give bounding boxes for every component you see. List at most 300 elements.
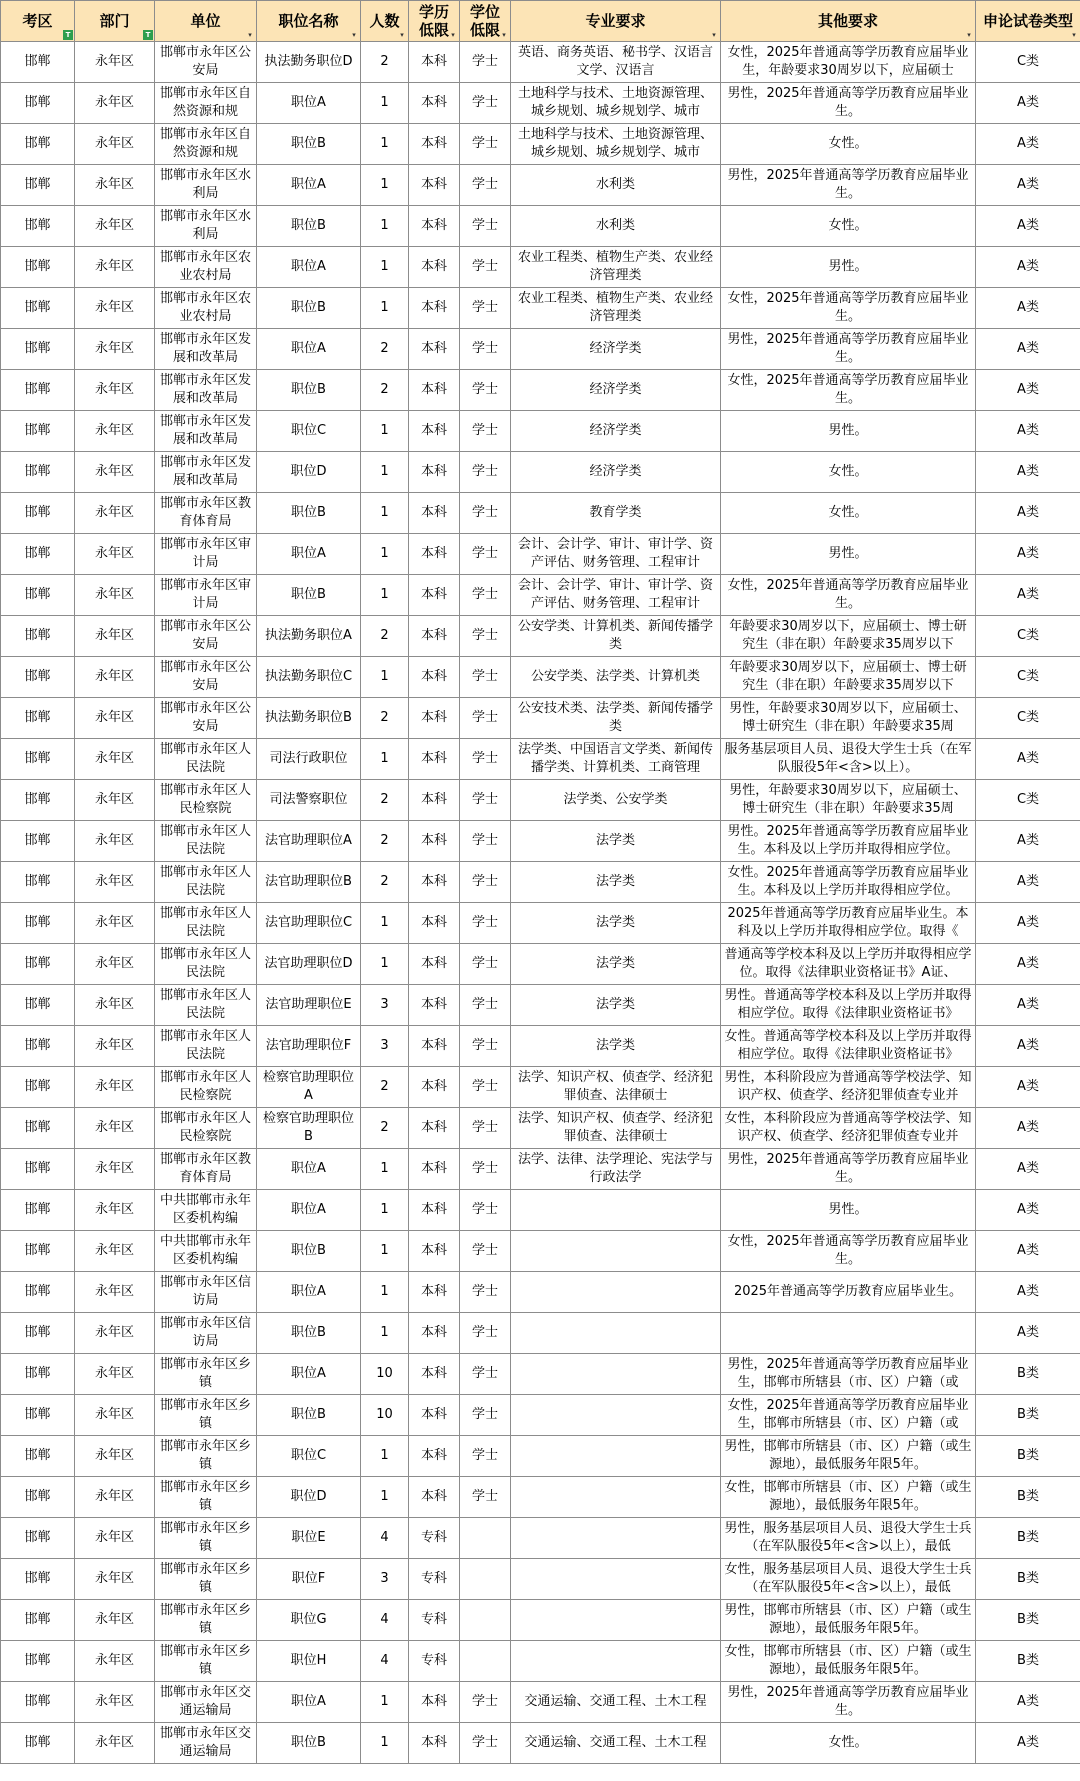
- cell-text: 男性。普通高等学校本科及以上学历并取得相应学位。取得《法律职业资格证书》: [724, 988, 972, 1021]
- cell-text: 学士: [471, 874, 498, 889]
- cell-text: 本科: [420, 956, 447, 971]
- exam-area-cell: [1, 1190, 75, 1231]
- major-cell: [511, 1641, 721, 1682]
- department-cell: [75, 1600, 155, 1641]
- cell-text: 邯郸: [24, 259, 51, 274]
- degree-cell: [460, 370, 511, 411]
- degree-cell: [460, 124, 511, 165]
- exam-area-cell: [1, 124, 75, 165]
- position-cell: [257, 288, 361, 329]
- other-requirements-cell: [721, 1395, 976, 1436]
- unit-cell: [155, 780, 257, 821]
- cell-text: 1: [380, 1202, 389, 1217]
- degree-cell: [460, 1149, 511, 1190]
- cell-text: 邯郸: [24, 1161, 51, 1176]
- cell-text: 1: [380, 300, 389, 315]
- cell-text: B类: [1017, 1653, 1039, 1668]
- cell-text: 法官助理职位D: [264, 956, 353, 971]
- cell-text: 本科: [420, 1079, 447, 1094]
- headcount-cell: [361, 534, 409, 575]
- filter-active-icon[interactable]: T: [143, 30, 153, 40]
- cell-text: 职位A: [291, 1694, 326, 1709]
- education-cell: [409, 1477, 460, 1518]
- exam-paper-type-cell: [976, 42, 1080, 83]
- column-header-label: 学历低限: [418, 3, 449, 39]
- cell-text: 永年区: [94, 587, 134, 602]
- exam-paper-type-cell: [976, 657, 1080, 698]
- headcount-cell: [361, 1395, 409, 1436]
- degree-cell: [460, 1190, 511, 1231]
- filter-dropdown-icon[interactable]: ▾: [502, 31, 506, 39]
- other-requirements-cell: [721, 1354, 976, 1395]
- other-requirements-cell: [721, 124, 976, 165]
- table-row: [1, 1600, 1080, 1641]
- degree-cell: [460, 42, 511, 83]
- degree-cell: [460, 985, 511, 1026]
- cell-text: C类: [1016, 710, 1040, 725]
- filter-dropdown-icon[interactable]: ▾: [400, 31, 404, 39]
- cell-text: 学士: [471, 1366, 498, 1381]
- other-requirements-cell: [721, 411, 976, 452]
- cell-text: 女性，邯郸市所辖县（市、区）户籍（或生源地），最低服务年限5年。: [724, 1480, 972, 1513]
- exam-paper-type-cell: [976, 1067, 1080, 1108]
- exam-paper-type-cell: [976, 616, 1080, 657]
- unit-cell: [155, 903, 257, 944]
- department-cell: [75, 124, 155, 165]
- degree-cell: [460, 1600, 511, 1641]
- major-cell: [511, 1600, 721, 1641]
- cell-text: 法官助理职位F: [265, 1038, 352, 1053]
- education-cell: [409, 1395, 460, 1436]
- column-header: [460, 1, 511, 42]
- cell-text: 土地科学与技术、土地资源管理、城乡规划、城乡规划学、城市: [517, 86, 713, 119]
- headcount-cell: [361, 124, 409, 165]
- cell-text: 女性，2025年普通高等学历教育应届毕业生。: [727, 1234, 969, 1267]
- column-header-label: 人数: [369, 12, 400, 30]
- cell-text: 本科: [420, 669, 447, 684]
- cell-text: 女性。: [828, 218, 868, 233]
- column-header-label: 单位: [190, 12, 221, 30]
- exam-area-cell: [1, 575, 75, 616]
- major-cell: [511, 821, 721, 862]
- cell-text: 学士: [471, 792, 498, 807]
- cell-text: 永年区: [94, 1694, 134, 1709]
- cell-text: 邯郸市永年区农业农村局: [159, 291, 251, 324]
- major-cell: [511, 1395, 721, 1436]
- headcount-cell: [361, 1313, 409, 1354]
- headcount-cell: [361, 1149, 409, 1190]
- cell-text: 邯郸: [24, 1407, 51, 1422]
- degree-cell: [460, 698, 511, 739]
- cell-text: 学士: [471, 915, 498, 930]
- unit-cell: [155, 739, 257, 780]
- headcount-cell: [361, 739, 409, 780]
- cell-text: 法官助理职位B: [265, 874, 352, 889]
- cell-text: 邯郸市永年区公安局: [159, 45, 251, 78]
- department-cell: [75, 411, 155, 452]
- cell-text: 专科: [420, 1571, 447, 1586]
- degree-cell: [460, 206, 511, 247]
- cell-text: 永年区: [94, 1120, 134, 1135]
- unit-cell: [155, 83, 257, 124]
- major-cell: [511, 329, 721, 370]
- cell-text: 邯郸: [24, 997, 51, 1012]
- cell-text: 邯郸: [24, 1038, 51, 1053]
- cell-text: 本科: [420, 136, 447, 151]
- cell-text: 邯郸: [24, 1366, 51, 1381]
- cell-text: 法学类、公安学类: [563, 792, 668, 807]
- exam-area-cell: [1, 165, 75, 206]
- headcount-cell: [361, 329, 409, 370]
- exam-area-cell: [1, 1723, 75, 1764]
- cell-text: 职位B: [291, 218, 326, 233]
- cell-text: 职位F: [291, 1571, 326, 1586]
- table-row: [1, 862, 1080, 903]
- table-body: [1, 42, 1080, 1764]
- table-row: [1, 1682, 1080, 1723]
- major-cell: [511, 1313, 721, 1354]
- department-cell: [75, 1190, 155, 1231]
- filter-dropdown-icon[interactable]: ▾: [1072, 31, 1076, 39]
- cell-text: 2025年普通高等学历教育应届毕业生。本科及以上学历并取得相应学位。取得《: [727, 906, 969, 939]
- exam-paper-type-cell: [976, 1682, 1080, 1723]
- cell-text: 职位D: [290, 464, 327, 479]
- cell-text: 1: [380, 423, 389, 438]
- filter-dropdown-icon[interactable]: ▾: [712, 31, 716, 39]
- cell-text: 男性，2025年普通高等学历教育应届毕业生。: [727, 1685, 969, 1718]
- position-cell: [257, 698, 361, 739]
- cell-text: 邯郸市永年区人民法院: [159, 1029, 251, 1062]
- cell-text: 公安学类、法学类、计算机类: [530, 669, 700, 684]
- table-row: [1, 247, 1080, 288]
- education-cell: [409, 944, 460, 985]
- table-row: [1, 944, 1080, 985]
- cell-text: 邯郸市永年区人民检察院: [159, 783, 251, 816]
- cell-text: A类: [1017, 1694, 1039, 1709]
- cell-text: 1: [380, 259, 389, 274]
- exam-paper-type-cell: [976, 1559, 1080, 1600]
- cell-text: 职位C: [290, 1448, 327, 1463]
- position-cell: [257, 575, 361, 616]
- headcount-cell: [361, 903, 409, 944]
- other-requirements-cell: [721, 1313, 976, 1354]
- education-cell: [409, 83, 460, 124]
- department-cell: [75, 165, 155, 206]
- headcount-cell: [361, 1272, 409, 1313]
- cell-text: 执法勤务职位A: [265, 628, 352, 643]
- degree-cell: [460, 1682, 511, 1723]
- cell-text: 永年区: [94, 1284, 134, 1299]
- table-row: [1, 739, 1080, 780]
- cell-text: A类: [1017, 423, 1039, 438]
- cell-text: 1: [380, 464, 389, 479]
- headcount-cell: [361, 1723, 409, 1764]
- cell-text: 职位B: [291, 136, 326, 151]
- cell-text: 公安技术类、法学类、新闻传播学类: [517, 701, 713, 734]
- table-row: [1, 1518, 1080, 1559]
- table-row: [1, 616, 1080, 657]
- cell-text: 执法勤务职位D: [264, 54, 353, 69]
- cell-text: 邯郸: [24, 546, 51, 561]
- unit-cell: [155, 944, 257, 985]
- headcount-cell: [361, 247, 409, 288]
- cell-text: A类: [1017, 833, 1039, 848]
- cell-text: 法官助理职位A: [265, 833, 352, 848]
- unit-cell: [155, 1723, 257, 1764]
- position-cell: [257, 1067, 361, 1108]
- cell-text: A类: [1017, 874, 1039, 889]
- cell-text: 2: [380, 628, 389, 643]
- cell-text: 学士: [471, 1407, 498, 1422]
- department-cell: [75, 821, 155, 862]
- education-cell: [409, 124, 460, 165]
- cell-text: 年龄要求30周岁以下，应届硕士、博士研究生（非在职）年龄要求35周岁以下: [729, 619, 967, 652]
- exam-paper-type-cell: [976, 1600, 1080, 1641]
- cell-text: 本科: [420, 587, 447, 602]
- major-cell: [511, 206, 721, 247]
- position-cell: [257, 124, 361, 165]
- cell-text: 女性，服务基层项目人员、退役大学生士兵（在军队服役5年<含>以上），最低: [724, 1562, 972, 1595]
- cell-text: 学士: [471, 1161, 498, 1176]
- exam-area-cell: [1, 1313, 75, 1354]
- department-cell: [75, 1354, 155, 1395]
- major-cell: [511, 370, 721, 411]
- table-row: [1, 329, 1080, 370]
- cell-text: 本科: [420, 628, 447, 643]
- exam-paper-type-cell: [976, 1723, 1080, 1764]
- cell-text: 职位B: [291, 382, 326, 397]
- cell-text: 本科: [420, 464, 447, 479]
- cell-text: 邯郸: [24, 915, 51, 930]
- cell-text: 学士: [471, 505, 498, 520]
- cell-text: 本科: [420, 1448, 447, 1463]
- headcount-cell: [361, 1600, 409, 1641]
- filter-active-icon[interactable]: T: [63, 30, 73, 40]
- major-cell: [511, 124, 721, 165]
- unit-cell: [155, 1272, 257, 1313]
- cell-text: 职位A: [291, 1161, 326, 1176]
- cell-text: 本科: [420, 423, 447, 438]
- cell-text: 邯郸市永年区人民法院: [159, 947, 251, 980]
- education-cell: [409, 534, 460, 575]
- unit-cell: [155, 247, 257, 288]
- cell-text: B类: [1017, 1366, 1039, 1381]
- cell-text: B类: [1017, 1571, 1039, 1586]
- cell-text: 职位A: [291, 546, 326, 561]
- cell-text: 10: [376, 1407, 393, 1422]
- cell-text: 检察官助理职位B: [262, 1111, 354, 1144]
- position-cell: [257, 534, 361, 575]
- education-cell: [409, 1600, 460, 1641]
- unit-cell: [155, 575, 257, 616]
- cell-text: 女性。: [828, 1735, 868, 1750]
- cell-text: 邯郸市永年区乡镇: [159, 1562, 251, 1595]
- education-cell: [409, 1641, 460, 1682]
- degree-cell: [460, 739, 511, 780]
- cell-text: 男性，服务基层项目人员、退役大学生士兵（在军队服役5年<含>以上），最低: [724, 1521, 972, 1554]
- unit-cell: [155, 206, 257, 247]
- education-cell: [409, 821, 460, 862]
- cell-text: 邯郸市永年区人民检察院: [159, 1070, 251, 1103]
- exam-paper-type-cell: [976, 903, 1080, 944]
- major-cell: [511, 1559, 721, 1600]
- cell-text: 永年区: [94, 792, 134, 807]
- degree-cell: [460, 411, 511, 452]
- cell-text: 邯郸市永年区公安局: [159, 660, 251, 693]
- cell-text: 教育学类: [589, 505, 642, 520]
- cell-text: 本科: [420, 792, 447, 807]
- cell-text: 男性，2025年普通高等学历教育应届毕业生。: [727, 168, 969, 201]
- degree-cell: [460, 1026, 511, 1067]
- department-cell: [75, 1641, 155, 1682]
- unit-cell: [155, 1641, 257, 1682]
- department-cell: [75, 1149, 155, 1190]
- education-cell: [409, 862, 460, 903]
- cell-text: 永年区: [94, 997, 134, 1012]
- cell-text: 男性。: [828, 259, 868, 274]
- cell-text: 永年区: [94, 464, 134, 479]
- cell-text: 永年区: [94, 1448, 134, 1463]
- education-cell: [409, 42, 460, 83]
- cell-text: A类: [1017, 1079, 1039, 1094]
- cell-text: 永年区: [94, 341, 134, 356]
- cell-text: 本科: [420, 1243, 447, 1258]
- cell-text: 女性，2025年普通高等学历教育应届毕业生，邯郸市所辖县（市、区）户籍（或: [727, 1398, 969, 1431]
- cell-text: 邯郸市永年区农业农村局: [159, 250, 251, 283]
- degree-cell: [460, 1723, 511, 1764]
- education-cell: [409, 1354, 460, 1395]
- exam-area-cell: [1, 493, 75, 534]
- cell-text: 邯郸市永年区审计局: [159, 537, 251, 570]
- position-cell: [257, 903, 361, 944]
- filter-dropdown-icon[interactable]: ▾: [451, 31, 455, 39]
- exam-paper-type-cell: [976, 124, 1080, 165]
- table-row: [1, 370, 1080, 411]
- table-row: [1, 1395, 1080, 1436]
- exam-paper-type-cell: [976, 1395, 1080, 1436]
- other-requirements-cell: [721, 1682, 976, 1723]
- other-requirements-cell: [721, 1641, 976, 1682]
- major-cell: [511, 534, 721, 575]
- exam-paper-type-cell: [976, 739, 1080, 780]
- exam-area-cell: [1, 534, 75, 575]
- cell-text: 邯郸: [24, 874, 51, 889]
- filter-dropdown-icon[interactable]: ▾: [248, 31, 252, 39]
- position-cell: [257, 1231, 361, 1272]
- headcount-cell: [361, 493, 409, 534]
- cell-text: B类: [1017, 1407, 1039, 1422]
- department-cell: [75, 739, 155, 780]
- cell-text: 学士: [471, 218, 498, 233]
- unit-cell: [155, 288, 257, 329]
- filter-dropdown-icon[interactable]: ▾: [967, 31, 971, 39]
- cell-text: 检察官助理职位A: [262, 1070, 354, 1103]
- cell-text: 服务基层项目人员、退役大学生士兵（在军队服役5年<含>以上）。: [724, 742, 972, 775]
- major-cell: [511, 616, 721, 657]
- table-row: [1, 1559, 1080, 1600]
- filter-dropdown-icon[interactable]: ▾: [352, 31, 356, 39]
- cell-text: 学士: [471, 1202, 498, 1217]
- cell-text: 职位D: [290, 1489, 327, 1504]
- cell-text: 中共邯郸市永年区委机构编: [159, 1234, 251, 1267]
- cell-text: 邯郸市永年区信访局: [159, 1275, 251, 1308]
- cell-text: 邯郸市永年区乡镇: [159, 1644, 251, 1677]
- exam-paper-type-cell: [976, 534, 1080, 575]
- education-cell: [409, 452, 460, 493]
- position-cell: [257, 206, 361, 247]
- cell-text: 永年区: [94, 177, 134, 192]
- cell-text: 邯郸: [24, 710, 51, 725]
- table-row: [1, 452, 1080, 493]
- table-row: [1, 780, 1080, 821]
- headcount-cell: [361, 1518, 409, 1559]
- major-cell: [511, 165, 721, 206]
- header-row: [1, 1, 1080, 42]
- cell-text: 本科: [420, 997, 447, 1012]
- education-cell: [409, 493, 460, 534]
- cell-text: 职位A: [291, 95, 326, 110]
- exam-paper-type-cell: [976, 698, 1080, 739]
- cell-text: 土地科学与技术、土地资源管理、城乡规划、城乡规划学、城市: [517, 127, 713, 160]
- cell-text: 学士: [471, 546, 498, 561]
- exam-paper-type-cell: [976, 1518, 1080, 1559]
- major-cell: [511, 452, 721, 493]
- cell-text: 执法勤务职位B: [265, 710, 352, 725]
- table-row: [1, 493, 1080, 534]
- cell-text: 永年区: [94, 546, 134, 561]
- table-row: [1, 1108, 1080, 1149]
- degree-cell: [460, 83, 511, 124]
- cell-text: 1: [380, 1489, 389, 1504]
- unit-cell: [155, 1354, 257, 1395]
- cell-text: 本科: [420, 218, 447, 233]
- department-cell: [75, 1067, 155, 1108]
- cell-text: 职位A: [291, 1284, 326, 1299]
- cell-text: 职位B: [291, 300, 326, 315]
- education-cell: [409, 288, 460, 329]
- cell-text: 司法行政职位: [269, 751, 348, 766]
- cell-text: 本科: [420, 1161, 447, 1176]
- education-cell: [409, 1026, 460, 1067]
- headcount-cell: [361, 985, 409, 1026]
- cell-text: 男性。: [828, 1202, 868, 1217]
- unit-cell: [155, 1026, 257, 1067]
- cell-text: 永年区: [94, 628, 134, 643]
- exam-paper-type-cell: [976, 493, 1080, 534]
- position-cell: [257, 1313, 361, 1354]
- exam-area-cell: [1, 903, 75, 944]
- cell-text: 邯郸市永年区乡镇: [159, 1439, 251, 1472]
- other-requirements-cell: [721, 1723, 976, 1764]
- other-requirements-cell: [721, 1067, 976, 1108]
- degree-cell: [460, 575, 511, 616]
- cell-text: 学士: [471, 1079, 498, 1094]
- department-cell: [75, 1395, 155, 1436]
- other-requirements-cell: [721, 247, 976, 288]
- cell-text: A类: [1017, 95, 1039, 110]
- headcount-cell: [361, 1641, 409, 1682]
- table-row: [1, 1190, 1080, 1231]
- cell-text: 法学、知识产权、侦查学、经济犯罪侦查、法律硕士: [517, 1070, 713, 1103]
- department-cell: [75, 1477, 155, 1518]
- table-row: [1, 985, 1080, 1026]
- column-header: [1, 1, 75, 42]
- cell-text: 永年区: [94, 1571, 134, 1586]
- cell-text: 邯郸市永年区审计局: [159, 578, 251, 611]
- cell-text: 学士: [471, 587, 498, 602]
- cell-text: 邯郸: [24, 956, 51, 971]
- table-row: [1, 1354, 1080, 1395]
